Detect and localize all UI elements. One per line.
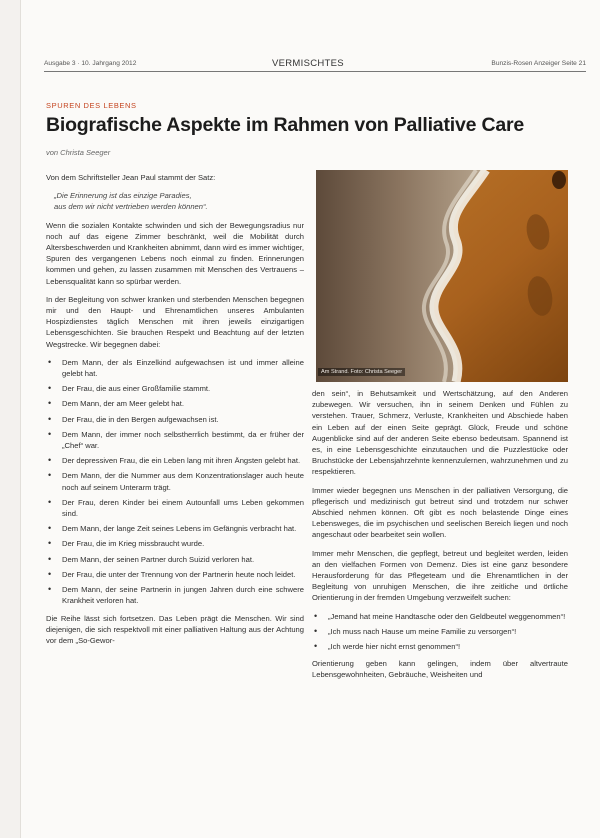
quote-line-2: aus dem wir nicht vertrieben werden können“. [54,202,208,212]
list-item: • Der depressiven Frau, die ein Leben lang mit ihren Ängsten gelebt hat. [46,455,304,466]
list-item: • Der Frau, deren Kinder bei einem Autounfall ums Leben gekommen sind. [46,497,304,519]
right-paragraph-2: Immer wieder begegnen uns Menschen in der palliativen Versorgung, die pflegerisch und medizinisch gut betreut sind und trotzdem nur schwer Abschied nehmen können. Oft gibt es noch belastende Dinge eines Lebensweges, die im psychischen und seelischen Bereich liegen und noch angeschaut oder bearbeitet sein wollen. [312,485,568,540]
beach-photo [316,170,568,382]
intro-text: Von dem Schriftsteller Jean Paul stammt der Satz: [46,173,216,182]
list-item: • Dem Mann, der seinen Partner durch Suizid verloren hat. [46,554,304,565]
paragraph-2: In der Begleitung von schwer kranken und sterbenden Menschen begegnen mir und den Haupt- und Ehrenamtlichen unseres Ambulanten Hospizdienstes täglich Menschen mit ihren jeweils einzigartigen Lebensgeschichten. Sie brauchen Respekt und Beachtung auf der letzten Wegstrecke. Wir begegnen dabei: [46,294,304,349]
list-item: • „Ich muss nach Hause um meine Familie zu versorgen“! [312,626,568,637]
list-item: • „Ich werde hier nicht ernst genommen“! [312,641,568,652]
page-info: Bunzis-Rosen Anzeiger Seite 21 [491,60,586,67]
right-column [312,388,568,688]
encounter-list [46,357,304,607]
beach-footprints-image [316,170,568,382]
header-rule [44,71,586,72]
list-item: • Dem Mann, der als Einzelkind aufgewachsen ist und immer alleine gelebt hat. [46,357,304,379]
photo-caption: Am Strand. Foto: Christa Seeger [318,368,405,376]
right-paragraph-3: Immer mehr Menschen, die gepflegt, betreut und begleitet werden, leiden an den vielfachen Formen von Demenz. Dies ist eine ganz besondere Herausforderung für das Pflegeteam und die Ehrenamtlichen in der Begleitung von unruhigen Menschen, die ihre zeitliche und örtliche Orientierung in der fremden Umgebung verzweifelt suchen: [312,548,568,603]
article-title: Biografische Aspekte im Rahmen von Palliative Care [46,114,525,136]
right-paragraph-4: Orientierung geben kann gelingen, indem über altvertraute Lebensgewohnheiten, Gebräuche, Weisheiten und [312,659,568,680]
list-item: • Der Frau, die aus einer Großfamilie stammt. [46,383,304,394]
list-item: • Dem Mann, der am Meer gelebt hat. [46,398,304,409]
list-item: • Der Frau, die in den Bergen aufgewachsen ist. [46,414,304,425]
left-column [46,172,304,653]
list-item: • Dem Mann, der seine Partnerin in jungen Jahren durch eine schwere Krankheit verloren hat. [46,584,304,606]
article-kicker: SPUREN DES LEBENS [46,101,137,110]
list-item: • Dem Mann, der die Nummer aus dem Konzentrationslager auch heute noch auf seinem Unterarm trägt. [46,470,304,492]
right-paragraph-1: den sein“, in Behutsamkeit und Wertschätzung, auf den Anderen zubewegen. Wir versuchen, ihn in seinem Denken und Fühlen zu verstehen. Trauer, Schmerz, Verluste, Krankheiten und Abschiede haben ein Leben auf der einen Seite geprägt. Glück, Freude und schöne Augenblicke sind auf der anderen Seite ebenso bedeutsam. Spannend ist es, in eine Lebensgeschichte einzutauchen und die Puzzlestücke oder Bruchstücke der Lebensjahrzehnte kennenzulernen, wahrzunehmen und zu respektieren. [312,389,568,477]
quote [54,190,304,212]
quote-line-1: „Die Erinnerung ist das einzige Paradies, [54,191,192,201]
section-title: VERMISCHTES [272,58,344,69]
paragraph-3: Die Reihe lässt sich fortsetzen. Das Leben prägt die Menschen. Wir sind diejenigen, die sich respektvoll mit einer palliativen Haltung aus der Achtung vor dem „So-Gewor- [46,613,304,645]
article-author: von Christa Seeger [46,148,111,157]
list-item: • Dem Mann, der immer noch selbstherrlich bestimmt, da er früher der „Chef“ war. [46,429,304,451]
list-item: • Der Frau, die unter der Trennung von der Partnerin heute noch leidet. [46,569,304,580]
list-item: • „Jemand hat meine Handtasche oder den Geldbeutel weggenommen“! [312,611,568,622]
quote-list [312,611,568,653]
issue-info: Ausgabe 3 · 10. Jahrgang 2012 [44,60,137,67]
list-item: • Dem Mann, der lange Zeit seines Lebens im Gefängnis verbracht hat. [46,523,304,534]
paragraph-1: Wenn die sozialen Kontakte schwinden und sich der Bewegungsradius nur noch auf das eigene Zimmer beschränkt, weil die Mobilität durch Altersbeschwerden und Krankheiten abnimmt, dann wird es immer wichtiger, Spuren des vergangenen Lebens noch einmal zu finden. Erinnerungen kommen und gehen, zu lassen zusammen mit Menschen des Vertrauens – Lebensqualität kann so spürbar werden. [46,220,304,286]
list-item: • Der Frau, die im Krieg missbraucht wurde. [46,538,304,549]
